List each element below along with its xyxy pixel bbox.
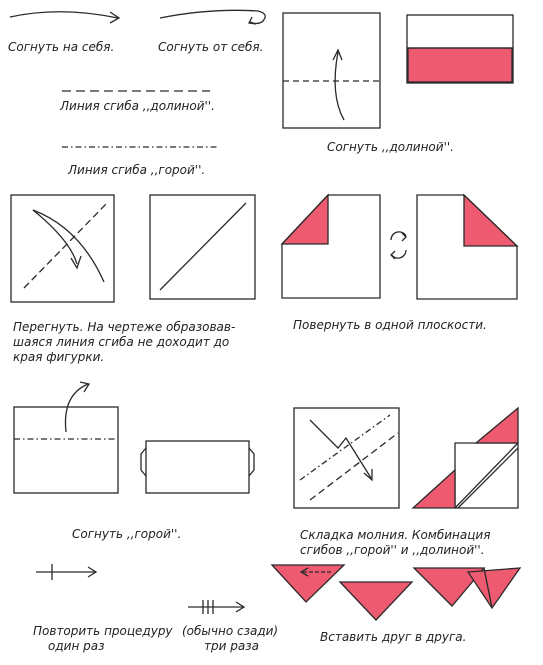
label-mountain-fold: Согнуть ,,горой''.	[72, 527, 182, 541]
mountain-fold-square	[14, 382, 118, 493]
valley-fold-result	[407, 15, 513, 83]
label-usually-1: (обычно сзади)	[182, 624, 279, 638]
label-fold-away: Согнуть от себя.	[158, 40, 264, 54]
insert-triangles-left	[272, 565, 412, 620]
label-rotate: Повернуть в одной плоскости.	[293, 318, 487, 332]
rotate-square-before	[282, 195, 380, 298]
insert-triangles-right	[414, 568, 520, 608]
zigzag-square-before	[294, 408, 399, 508]
label-mountain-line: Линия сгиба ,,горой''.	[68, 163, 206, 177]
repeat-once-arrow	[36, 564, 96, 580]
rotate-square-after	[417, 195, 517, 299]
label-repeat-1: Повторить процедуру	[33, 624, 173, 638]
valley-fold-square	[283, 13, 380, 128]
fold-away-arrow	[160, 10, 265, 24]
rotate-icon	[391, 232, 406, 259]
label-valley-fold: Согнуть ,,долиной''.	[327, 140, 454, 154]
crease-square-before	[11, 195, 114, 302]
repeat-three-arrow	[188, 600, 244, 614]
label-repeat-2: один раз	[48, 639, 105, 653]
label-crease-2: шаяся линия сгиба не доходит до	[13, 335, 230, 349]
label-crease-1: Перегнуть. На чертеже образовав-	[13, 320, 236, 334]
label-fold-toward: Согнуть на себя.	[8, 40, 115, 54]
mountain-fold-result	[141, 441, 254, 493]
label-zigzag-2: сгибов ,,горой'' и ,,долиной''.	[300, 543, 485, 557]
label-valley-line: Линия сгиба ,,долиной''.	[60, 99, 215, 113]
label-usually-2: три раза	[204, 639, 259, 653]
label-zigzag-1: Складка молния. Комбинация	[300, 528, 491, 542]
zigzag-result	[413, 408, 518, 508]
label-insert: Вставить друг в друга.	[320, 630, 467, 644]
crease-square-after	[150, 195, 255, 299]
label-crease-3: края фигурки.	[13, 350, 105, 364]
fold-toward-arrow	[10, 12, 119, 23]
